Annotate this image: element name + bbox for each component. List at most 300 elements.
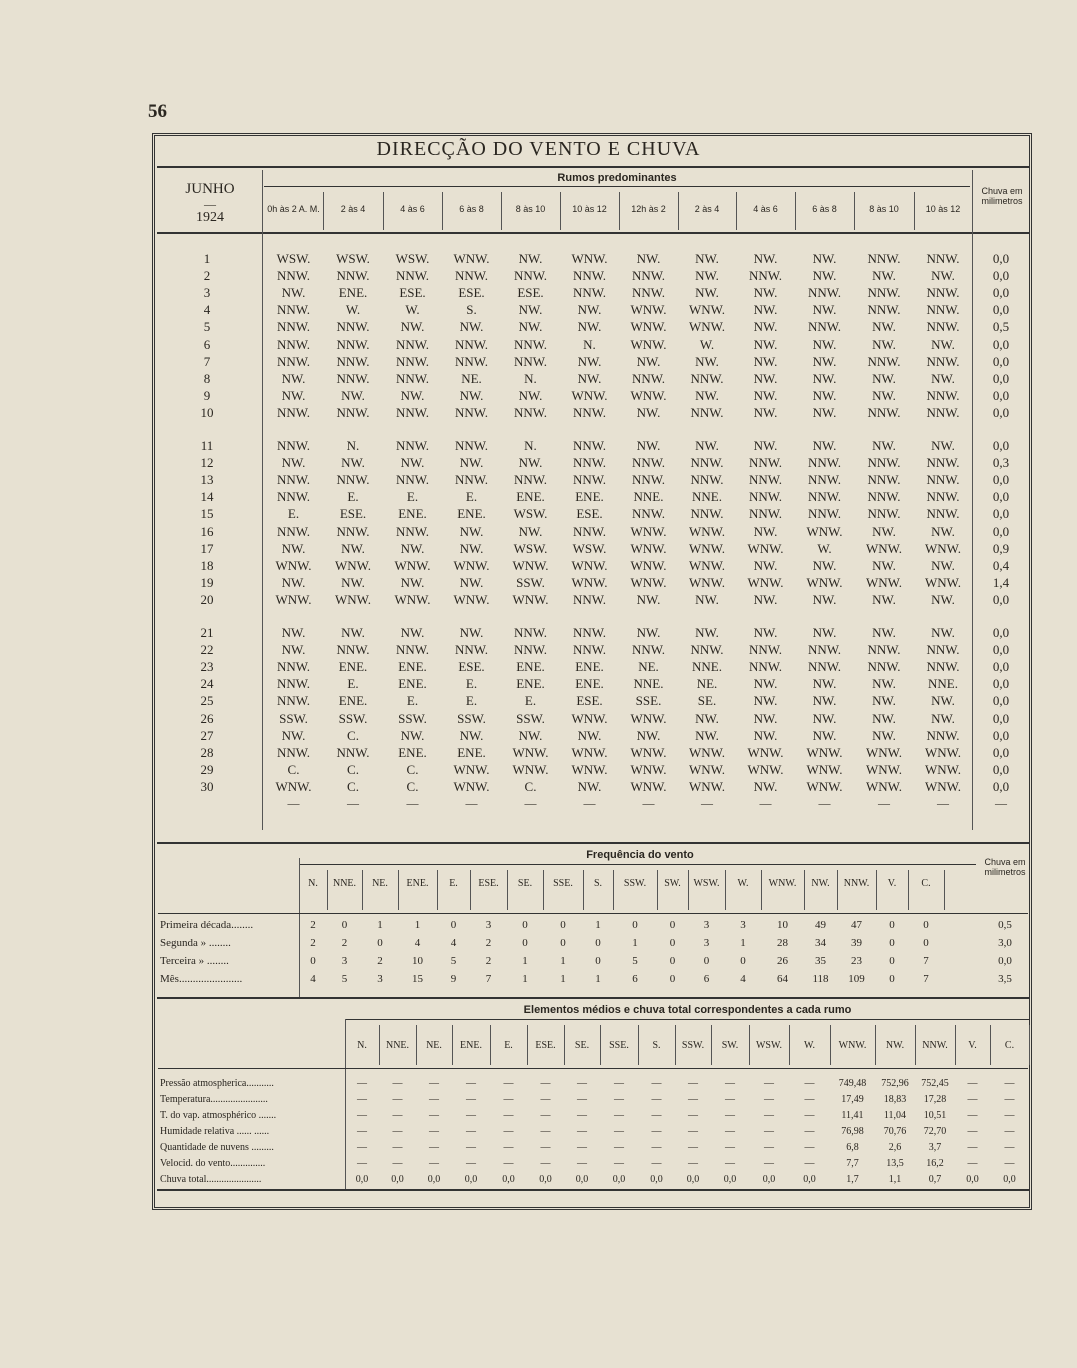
hour-header: 8 às 10 <box>515 204 546 214</box>
day-number: 9 <box>203 387 211 403</box>
wind-direction-cell: ENE. <box>457 744 486 760</box>
wind-direction-cell: NW. <box>812 268 837 284</box>
wind-direction-cell: NNW. <box>454 642 489 658</box>
wind-direction-cell: WSW. <box>395 251 430 266</box>
elements-direction-header: NE. <box>426 1040 442 1051</box>
wind-direction-cell: ENE. <box>398 506 427 522</box>
day-number: 3 <box>203 285 211 301</box>
day-number: 27 <box>200 727 214 743</box>
wind-direction-cell: WNW. <box>335 591 371 607</box>
wind-direction-cell: ENE. <box>398 659 427 675</box>
wind-direction-cell: WNW. <box>571 744 608 760</box>
wind-direction-cell: NW. <box>931 438 955 453</box>
elements-value-cell: — <box>429 1094 439 1105</box>
frequency-value-cell: 3 <box>740 919 746 931</box>
rain-cell: 0,0 <box>992 693 1010 709</box>
wind-direction-cell: NW. <box>872 710 896 726</box>
frequency-value-cell: 1 <box>560 973 566 985</box>
wind-direction-cell: C. <box>347 778 359 794</box>
frequency-value-cell: 5 <box>450 955 457 967</box>
wind-direction-cell: WNW. <box>689 557 725 573</box>
wind-direction-cell: WNW. <box>571 251 608 266</box>
frequency-header-rule <box>158 913 1028 914</box>
column-rule <box>688 870 689 910</box>
wind-direction-cell: NW. <box>400 455 425 471</box>
wind-direction-cell: NW. <box>872 727 896 743</box>
wind-direction-cell: NW. <box>753 251 778 266</box>
elements-value-cell: 16,2 <box>926 1158 944 1169</box>
wind-direction-cell: NW. <box>812 387 837 403</box>
wind-direction-cell: NW. <box>753 438 778 453</box>
wind-direction-cell: NNW. <box>336 336 370 352</box>
wind-direction-cell: NW. <box>812 693 837 709</box>
column-rule <box>613 870 614 910</box>
column-rule <box>437 870 438 910</box>
frequency-value-cell: 1 <box>560 955 566 967</box>
rain-cell: 0,9 <box>992 540 1010 556</box>
page-title: DIRECÇÃO DO VENTO E CHUVA <box>376 138 701 160</box>
wind-direction-cell: NW. <box>695 591 719 607</box>
wind-direction-cell: NNW. <box>572 523 607 539</box>
elements-value-cell: — <box>614 1094 624 1105</box>
wind-direction-cell: E. <box>406 693 419 709</box>
wind-direction-cell: NNW. <box>395 268 430 284</box>
wind-direction-cell: NNW. <box>513 642 548 658</box>
wind-direction-cell: NNW. <box>926 251 960 266</box>
wind-direction-cell: NW. <box>753 710 778 726</box>
wind-direction-cell: ENE. <box>516 489 545 505</box>
wind-direction-cell: NNW. <box>513 472 548 488</box>
elements-value-cell: — <box>651 1110 662 1121</box>
group-header-rule <box>264 186 970 187</box>
frequency-value-cell: 2 <box>485 955 492 967</box>
wind-direction-cell: NNW. <box>336 472 370 488</box>
wind-direction-cell: E. <box>465 676 478 692</box>
wind-direction-cell: NW. <box>695 438 719 453</box>
wind-direction-cell: C. <box>287 761 300 777</box>
elements-title-rule <box>345 1019 1029 1020</box>
wind-direction-cell: WNW. <box>925 574 961 590</box>
wind-direction-cell: NNW. <box>513 268 548 284</box>
hour-header: 2 às 4 <box>694 204 720 214</box>
frequency-value-cell: 1 <box>522 973 528 985</box>
wind-direction-cell: WNW. <box>806 778 843 794</box>
wind-direction-cell: ESE. <box>517 285 544 301</box>
wind-direction-cell: ENE. <box>338 693 368 709</box>
elements-value-cell: — <box>967 1110 978 1121</box>
rain-cell: 0,5 <box>992 319 1010 335</box>
wind-direction-cell: NNW. <box>926 404 960 420</box>
wind-direction-cell: WNW. <box>747 761 784 777</box>
wind-direction-cell: NW. <box>872 523 896 539</box>
wind-direction-cell: WNW. <box>630 744 667 760</box>
elements-value-cell: — <box>392 1094 403 1105</box>
elements-value-cell: — <box>1004 1110 1015 1121</box>
wind-direction-cell: NNW. <box>631 370 666 386</box>
frequency-direction-header: C. <box>921 878 931 889</box>
rain-cell: 0,0 <box>992 710 1010 726</box>
elements-value-cell: 749,48 <box>838 1078 867 1089</box>
wind-direction-cell: WNW. <box>806 574 843 590</box>
column-rule <box>470 870 471 910</box>
frequency-value-cell: 0 <box>522 919 528 931</box>
wind-direction-cell: NW. <box>695 710 719 726</box>
wind-direction-cell: NW. <box>872 268 896 284</box>
wind-direction-cell: NNW. <box>276 336 311 352</box>
wind-direction-cell: NNE. <box>692 489 722 505</box>
elements-value-cell: — <box>392 1158 403 1169</box>
wind-direction-cell: ENE. <box>457 506 486 522</box>
frequency-value-cell: 0 <box>923 919 929 931</box>
wind-direction-cell: NW. <box>753 625 778 640</box>
dash-cell: — <box>818 795 831 810</box>
elements-value-cell: — <box>967 1078 978 1089</box>
wind-direction-cell: WNW. <box>689 574 725 590</box>
frequency-value-cell: 7 <box>923 955 929 967</box>
elements-value-cell: — <box>357 1094 367 1105</box>
rain-cell: 0,0 <box>992 744 1010 760</box>
wind-direction-cell: NW. <box>577 727 602 743</box>
wind-direction-cell: NNW. <box>395 472 430 488</box>
wind-direction-cell: NW. <box>281 625 306 640</box>
rain-cell: 0,0 <box>992 642 1010 658</box>
wind-direction-cell: NNW. <box>631 285 666 301</box>
wind-direction-cell: NE. <box>461 370 482 386</box>
wind-direction-cell: SSW. <box>516 710 545 726</box>
rain-cell: 0,0 <box>992 438 1010 453</box>
column-rule <box>761 870 762 910</box>
dash-cell: — <box>878 795 890 810</box>
wind-direction-cell: W. <box>345 302 361 318</box>
wind-direction-cell: NNW. <box>395 353 430 369</box>
frequency-value-cell: 10 <box>777 919 788 931</box>
frequency-value-cell: 0 <box>669 955 676 967</box>
bottom-rule <box>157 1189 1029 1191</box>
elements-value-cell: 0,0 <box>539 1174 552 1185</box>
wind-direction-cell: NNW. <box>513 625 548 640</box>
elements-value-cell: 752,45 <box>921 1078 949 1089</box>
frequency-direction-header: WNW. <box>768 878 797 889</box>
elements-value-cell: 0,0 <box>723 1174 737 1185</box>
wind-direction-cell: WNW. <box>747 540 784 556</box>
elements-value-cell: 76,98 <box>841 1126 864 1137</box>
rain-cell: 0,0 <box>992 778 1010 794</box>
elements-value-cell: — <box>1004 1078 1015 1089</box>
hour-header: 10 às 12 <box>572 204 607 214</box>
wind-direction-cell: NNW. <box>690 472 724 488</box>
wind-direction-cell: SSE. <box>635 693 662 709</box>
elements-value-cell: — <box>577 1126 587 1137</box>
frequency-row-label: Primeira década........ <box>160 919 254 931</box>
wind-direction-cell: WNW. <box>925 540 961 556</box>
frequency-value-cell: 1 <box>595 973 601 985</box>
wind-direction-cell: ESE. <box>576 693 603 709</box>
elements-value-cell: — <box>967 1158 978 1169</box>
wind-direction-cell: NNW. <box>572 268 607 284</box>
wind-direction-cell: NW. <box>636 353 661 369</box>
elements-value-cell: — <box>466 1094 476 1105</box>
wind-direction-cell: WNW. <box>512 591 549 607</box>
column-rule <box>944 870 945 910</box>
wind-direction-cell: NW. <box>812 591 837 607</box>
elements-direction-header: E. <box>504 1040 513 1051</box>
wind-direction-cell: NW. <box>931 710 955 726</box>
group-header: Rumos predominantes <box>557 172 677 184</box>
wind-direction-cell: WNW. <box>689 778 725 794</box>
wind-direction-cell: NW. <box>636 625 661 640</box>
wind-direction-cell: WSW. <box>513 540 548 556</box>
wind-direction-cell: NNW. <box>867 506 901 522</box>
frequency-value-cell: 5 <box>341 973 348 985</box>
wind-direction-cell: NW. <box>636 727 661 743</box>
wind-direction-cell: NW. <box>459 523 484 539</box>
wind-direction-cell: WNW. <box>630 523 667 539</box>
elements-value-cell: — <box>357 1110 367 1121</box>
elements-value-cell: — <box>651 1126 662 1137</box>
wind-direction-cell: NNW. <box>276 268 311 284</box>
wind-direction-cell: NNW. <box>276 404 311 420</box>
elements-value-cell: — <box>503 1126 514 1137</box>
wind-direction-cell: WNW. <box>394 557 431 573</box>
elements-direction-header: WNW. <box>838 1040 867 1051</box>
wind-direction-cell: WNW. <box>866 761 902 777</box>
elements-value-cell: 0,0 <box>966 1174 979 1185</box>
wind-direction-cell: NNW. <box>276 659 311 675</box>
wind-direction-cell: NW. <box>812 404 837 420</box>
frequency-value-cell: 0 <box>377 937 383 949</box>
wind-direction-cell: NNE. <box>928 676 958 692</box>
elements-value-cell: — <box>540 1142 551 1153</box>
wind-direction-cell: NNW. <box>748 489 783 505</box>
wind-direction-cell: NNW. <box>395 438 430 453</box>
frequency-title-rule <box>300 864 976 865</box>
wind-direction-cell: NNW. <box>454 336 489 352</box>
wind-direction-cell: NNW. <box>631 472 666 488</box>
elements-value-cell: — <box>764 1078 774 1089</box>
wind-direction-cell: NW. <box>400 319 425 335</box>
wind-direction-cell: NW. <box>695 268 719 284</box>
frequency-value-cell: 0 <box>703 955 710 967</box>
hour-header: 8 às 10 <box>869 204 899 214</box>
elements-direction-header: SSE. <box>609 1040 629 1051</box>
column-rule <box>725 870 726 910</box>
wind-direction-cell: NNW. <box>690 642 724 658</box>
elements-value-cell: 11,04 <box>883 1110 907 1121</box>
frequency-value-cell: 0 <box>889 919 895 931</box>
elements-value-cell: 3,7 <box>928 1142 942 1153</box>
rain-cell: 0,0 <box>992 302 1010 318</box>
wind-direction-cell: N. <box>346 438 360 453</box>
wind-direction-cell: ESE. <box>576 506 603 522</box>
section-rule <box>157 997 1029 999</box>
wind-direction-cell: WNW. <box>689 319 725 335</box>
wind-direction-cell: NW. <box>812 625 837 640</box>
wind-direction-cell: WNW. <box>630 302 667 318</box>
wind-direction-cell: WNW. <box>630 778 667 794</box>
elements-value-cell: 1,7 <box>846 1174 859 1185</box>
wind-direction-cell: NNE. <box>633 489 664 505</box>
wind-direction-cell: NNW. <box>572 472 607 488</box>
wind-direction-cell: NNW. <box>336 523 370 539</box>
column-rule <box>837 870 838 910</box>
dash-cell: — <box>995 795 1007 810</box>
elements-value-cell: — <box>688 1094 698 1105</box>
wind-direction-cell: NW. <box>695 727 719 743</box>
rain-cell: 0,0 <box>992 676 1010 692</box>
frequency-value-cell: 26 <box>777 955 788 967</box>
wind-direction-cell: WNW. <box>275 591 312 607</box>
wind-direction-cell: NNW. <box>926 472 960 488</box>
wind-direction-cell: WNW. <box>747 574 784 590</box>
column-rule <box>876 870 877 910</box>
day-number: 8 <box>203 370 211 386</box>
rain-cell: 0,0 <box>992 523 1010 539</box>
wind-direction-cell: WNW. <box>689 302 725 318</box>
wind-direction-cell: NNW. <box>867 251 901 266</box>
frequency-direction-header: WSW. <box>693 878 720 889</box>
frequency-value-cell: 0 <box>740 955 746 967</box>
frequency-value-cell: 0 <box>889 937 895 949</box>
wind-direction-cell: NNW. <box>395 523 430 539</box>
elements-value-cell: — <box>429 1078 439 1089</box>
rain-cell: 0,0 <box>992 591 1010 607</box>
wind-direction-cell: WNW. <box>275 557 312 573</box>
elements-value-cell: 70,76 <box>883 1126 907 1137</box>
wind-direction-cell: NW. <box>577 778 602 794</box>
frequency-direction-header: ENE. <box>406 878 429 889</box>
wind-direction-cell: NNW. <box>276 523 311 539</box>
wind-direction-cell: NNW. <box>454 404 489 420</box>
wind-direction-cell: WNW. <box>925 778 961 794</box>
wind-direction-cell: NW. <box>577 319 602 335</box>
elements-value-cell: — <box>967 1126 978 1137</box>
frequency-rain-header: Chuva em milimetros <box>984 857 1026 877</box>
wind-direction-cell: NW. <box>753 404 778 420</box>
frequency-value-cell: 6 <box>703 973 710 985</box>
elements-value-cell: 18,83 <box>883 1094 907 1105</box>
day-number: 26 <box>200 710 214 726</box>
wind-direction-cell: NNW. <box>572 642 607 658</box>
wind-direction-cell: NW. <box>341 540 365 556</box>
elements-value-cell: — <box>725 1158 735 1169</box>
wind-direction-cell: NE. <box>638 659 659 675</box>
column-rule <box>327 870 328 910</box>
wind-direction-cell: WNW. <box>806 744 843 760</box>
wind-direction-cell: NNW. <box>748 455 783 471</box>
wind-direction-cell: NE. <box>696 676 718 692</box>
wind-direction-cell: WNW. <box>866 744 902 760</box>
frequency-value-cell: 109 <box>848 973 865 985</box>
wind-direction-cell: WNW. <box>453 778 490 794</box>
wind-direction-cell: WSW. <box>513 506 548 522</box>
elements-value-cell: — <box>357 1078 367 1089</box>
frequency-value-cell: 10 <box>412 955 423 967</box>
wind-direction-cell: NW. <box>753 387 778 403</box>
wind-direction-cell: NNW. <box>867 455 901 471</box>
frequency-direction-header: V. <box>887 878 897 889</box>
elements-value-cell: — <box>503 1158 514 1169</box>
hour-header: 12h às 2 <box>631 204 666 214</box>
dash-cell: — <box>937 795 949 810</box>
wind-direction-cell: WNW. <box>689 523 725 539</box>
wind-direction-cell: SSW. <box>457 710 486 726</box>
frequency-value-cell: 2 <box>377 955 383 967</box>
wind-direction-cell: NW. <box>931 693 955 709</box>
elements-direction-header: SE. <box>574 1040 590 1051</box>
wind-direction-cell: NNW. <box>454 268 489 284</box>
elements-value-cell: — <box>725 1110 735 1121</box>
elements-value-cell: — <box>466 1110 476 1121</box>
frequency-value-cell: 15 <box>412 973 423 985</box>
elements-value-cell: 0,0 <box>391 1174 404 1185</box>
elements-value-cell: 11,41 <box>841 1110 864 1121</box>
wind-direction-cell: NW. <box>281 370 306 386</box>
frequency-value-cell: 2 <box>341 937 348 949</box>
wind-direction-cell: NW. <box>518 727 543 743</box>
day-number: 13 <box>200 472 214 488</box>
dash-cell: — <box>406 795 419 810</box>
rain-cell: 1,4 <box>992 574 1010 590</box>
day-number: 24 <box>200 676 214 692</box>
column-rule <box>543 870 544 910</box>
wind-direction-cell: NNW. <box>336 744 370 760</box>
wind-direction-cell: SSW. <box>279 710 308 726</box>
column-rule <box>262 170 263 830</box>
elements-value-cell: — <box>503 1110 514 1121</box>
wind-direction-cell: N. <box>583 336 596 352</box>
frequency-value-cell: 0 <box>450 919 457 931</box>
year-label: 1924 <box>196 210 224 225</box>
elements-value-cell: — <box>804 1078 815 1089</box>
rain-cell: 0,0 <box>992 761 1010 777</box>
rain-cell: 0,0 <box>992 659 1010 675</box>
wind-direction-cell: NW. <box>872 557 896 573</box>
wind-direction-cell: NW. <box>518 523 543 539</box>
frequency-value-cell: 4 <box>450 937 457 949</box>
rain-cell: 0,0 <box>992 268 1010 284</box>
frequency-direction-header: S. <box>593 878 603 889</box>
wind-direction-cell: NW. <box>636 404 661 420</box>
wind-direction-cell: SE. <box>697 693 717 709</box>
wind-direction-cell: W. <box>817 540 832 556</box>
wind-direction-cell: WSW. <box>276 251 311 266</box>
wind-direction-cell: NNW. <box>748 472 783 488</box>
wind-direction-cell: NNW. <box>867 472 901 488</box>
frequency-value-cell: 1 <box>377 919 383 931</box>
wind-direction-cell: NW. <box>459 319 484 335</box>
header-rule <box>157 232 1029 234</box>
frequency-value-cell: 3 <box>703 919 710 931</box>
frequency-direction-header: NE. <box>372 878 388 889</box>
wind-direction-cell: NNW. <box>631 455 666 471</box>
wind-direction-cell: E. <box>465 489 478 505</box>
wind-direction-cell: NW. <box>695 285 719 301</box>
elements-value-cell: 0,0 <box>427 1174 441 1185</box>
wind-direction-cell: NW. <box>753 319 778 335</box>
rain-header: Chuva em milimetros <box>981 186 1023 206</box>
elements-direction-header: SSW. <box>681 1040 705 1051</box>
wind-direction-cell: NW. <box>872 370 896 386</box>
wind-direction-cell: NNW. <box>572 285 607 301</box>
elements-value-cell: — <box>540 1094 551 1105</box>
wind-direction-cell: NW. <box>753 557 778 573</box>
elements-value-cell: — <box>764 1126 774 1137</box>
elements-value-cell: — <box>725 1142 735 1153</box>
elements-value-cell: — <box>466 1078 476 1089</box>
wind-direction-cell: NW. <box>812 438 837 453</box>
wind-direction-cell: NNW. <box>748 506 783 522</box>
frequency-direction-header: ESE. <box>478 878 499 889</box>
